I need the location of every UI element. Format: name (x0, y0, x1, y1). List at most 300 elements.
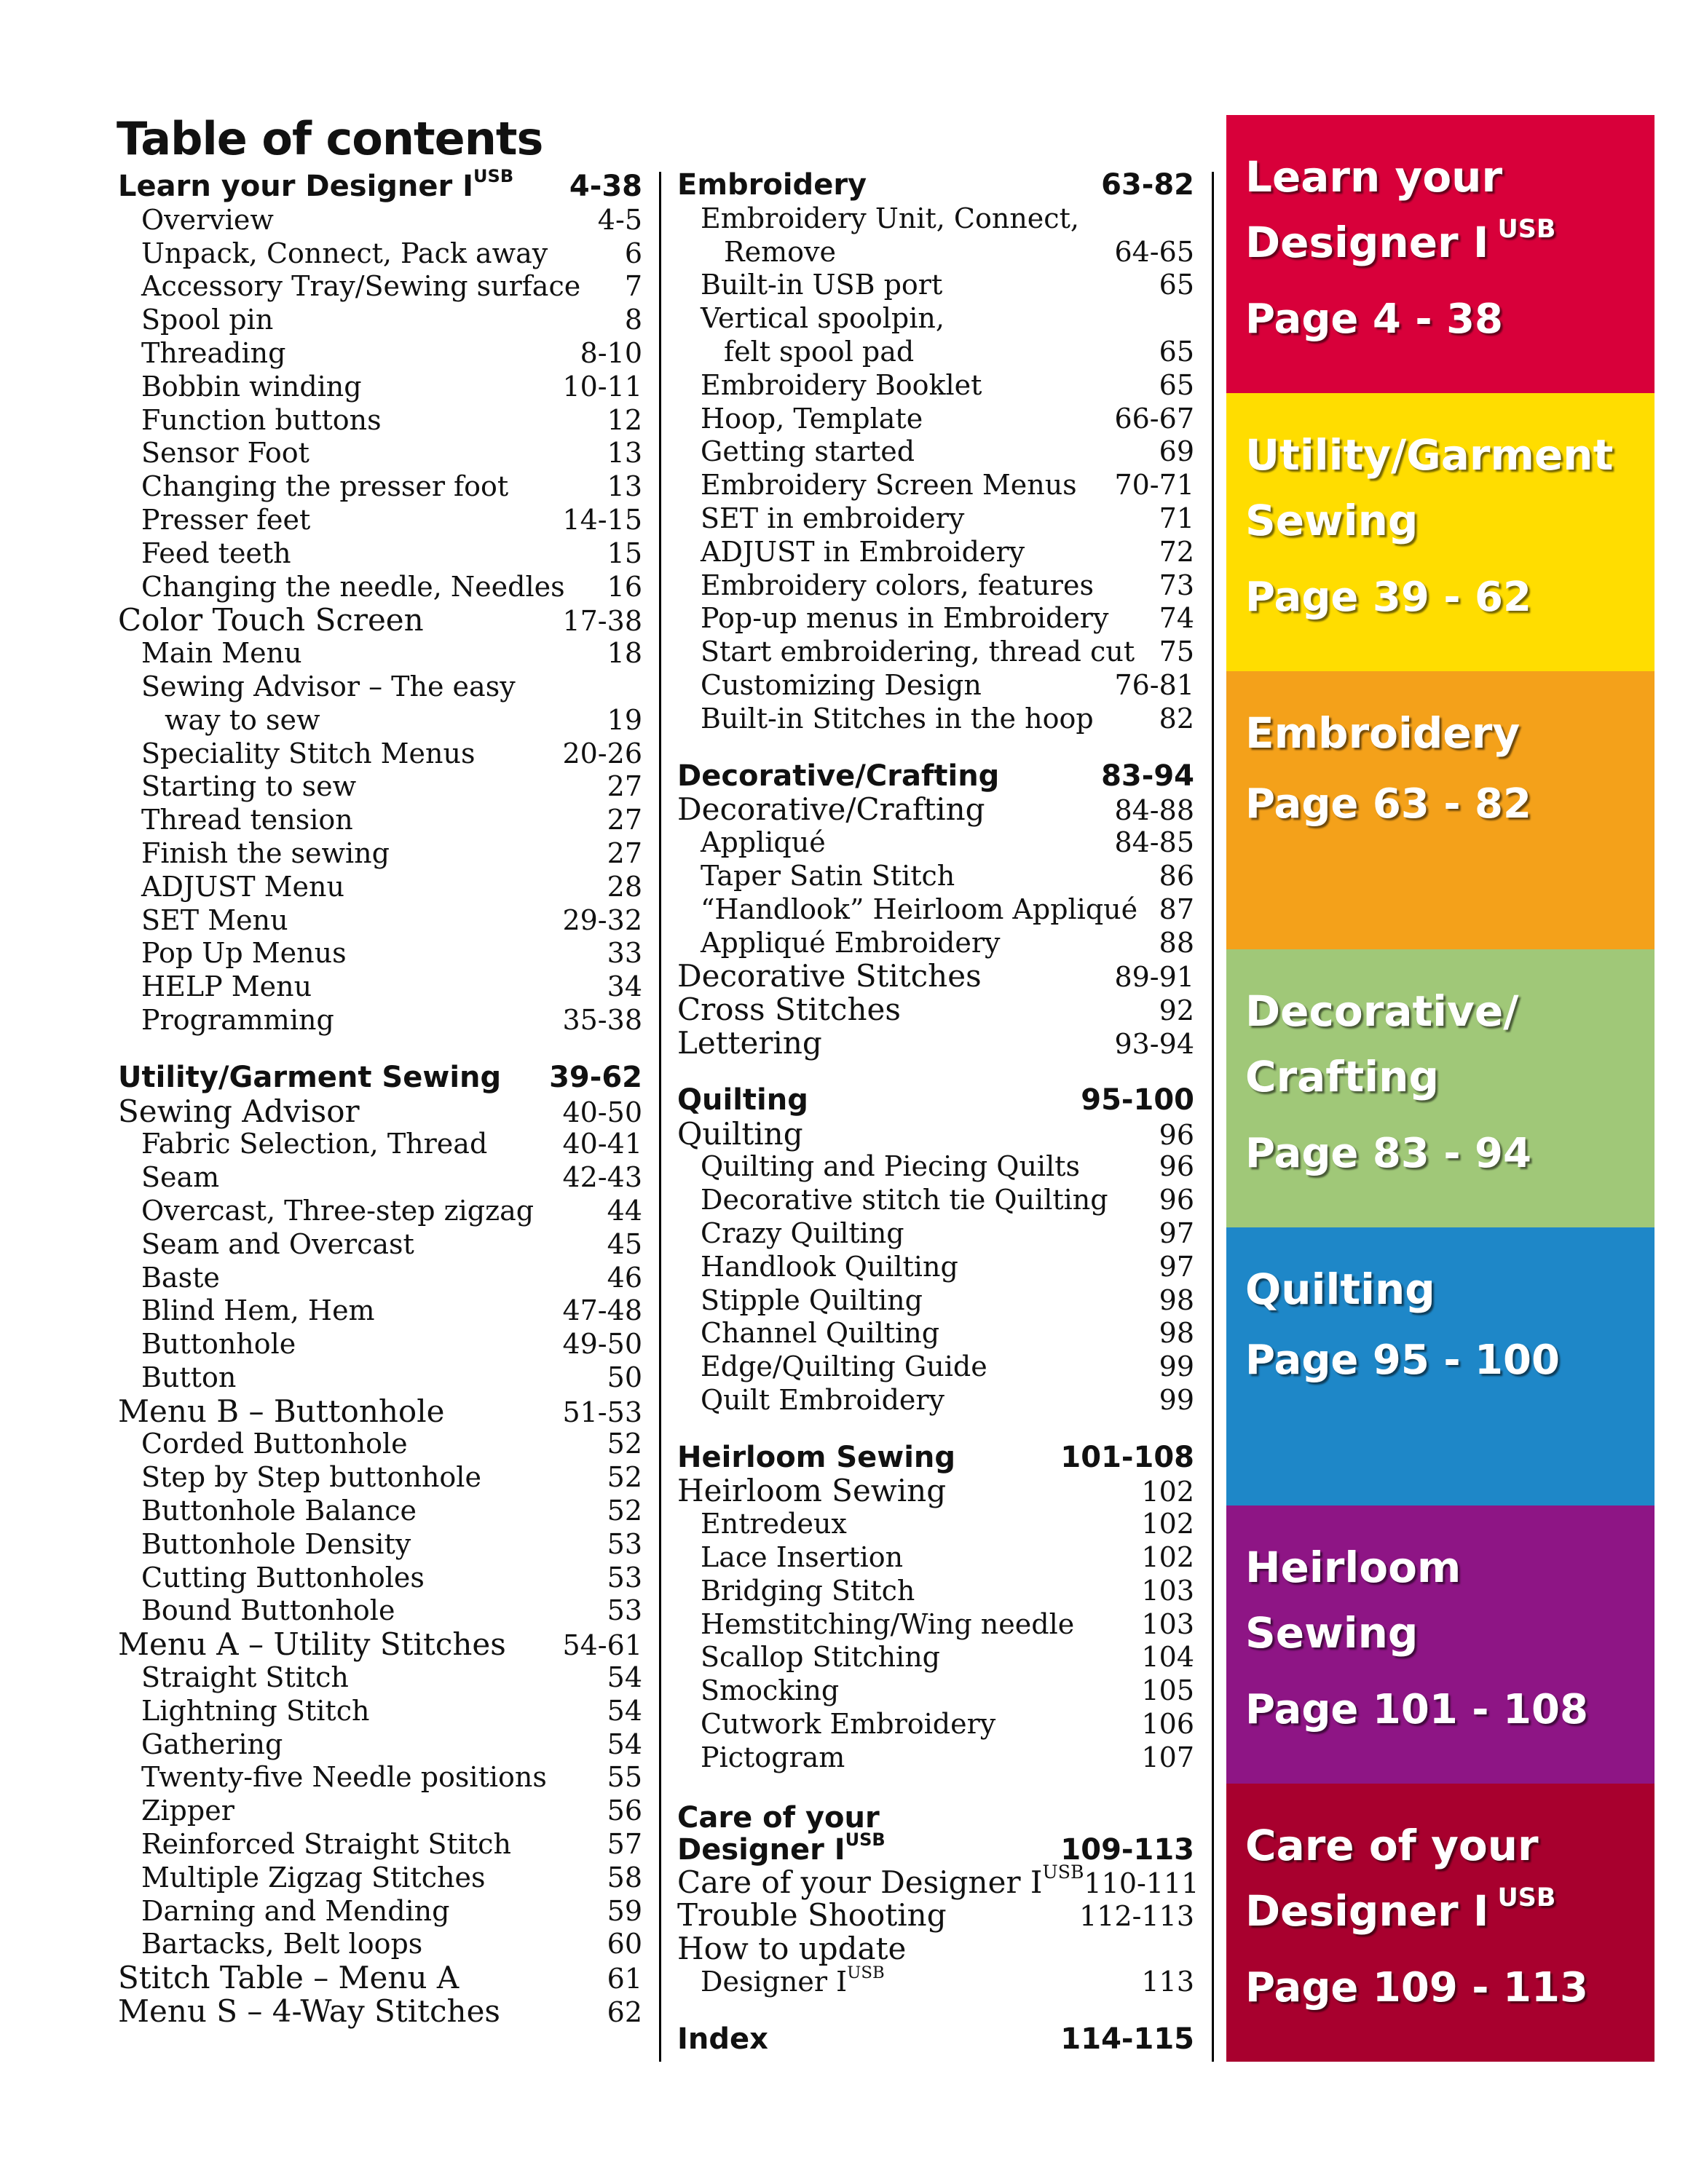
toc-entry[interactable] (118, 970, 642, 1004)
toc-entry-pages: 27 (607, 804, 642, 836)
toc-entry[interactable] (677, 1384, 1194, 1417)
toc-entry[interactable] (118, 437, 642, 470)
toc-entry-pages: 42-43 (562, 1161, 642, 1194)
toc-entry-title: Blind Hem, Hem (141, 1294, 375, 1327)
toc-entry-title: Buttonhole Balance (141, 1495, 417, 1527)
toc-entry-pages: 84-85 (1114, 826, 1194, 859)
toc-entry-pages: 4-5 (597, 203, 642, 236)
section-tab-pages: Page 109 - 113 (1245, 1964, 1588, 2011)
section-tab[interactable] (1226, 1784, 1655, 2062)
toc-column-middle (677, 168, 1199, 2057)
toc-entry-pages: 65 (1159, 269, 1194, 301)
toc-entry[interactable] (677, 1963, 1194, 1999)
toc-entry-title: Hoop, Template (701, 402, 923, 435)
section-tab-pages: Page 95 - 100 (1245, 1337, 1560, 1384)
toc-entry-pages: 98 (1159, 1283, 1194, 1316)
toc-entry[interactable] (677, 1508, 1194, 1541)
section-tab[interactable] (1226, 1506, 1655, 1784)
toc-entry-pages: 46 (607, 1261, 642, 1294)
toc-entry[interactable] (118, 1594, 642, 1628)
toc-entry-title: Cross Stitches (677, 992, 901, 1028)
toc-entry-title: Learn your Designer $I^{USB}$ (118, 165, 514, 203)
toc-entry-title: Buttonhole (141, 1328, 296, 1361)
toc-entry-title: Appliqué Embroidery (701, 926, 1001, 959)
section-tab-title: Learn your (1245, 152, 1503, 202)
toc-entry-title: Handlook Quilting (701, 1250, 958, 1283)
toc-entry[interactable] (118, 1495, 642, 1528)
section-heading[interactable] (677, 1084, 1194, 1117)
toc-entry-title: Main Menu (141, 637, 302, 670)
toc-entry-title: Bobbin winding (141, 370, 362, 403)
toc-entry-title: Twenty-five Needle positions (141, 1761, 547, 1794)
toc-entry-title: Bartacks, Belt loops (141, 1928, 423, 1961)
toc-entry-title: Vertical spoolpin, (701, 302, 944, 335)
toc-entry[interactable] (118, 937, 642, 970)
toc-entry-title: Darning and Mending (141, 1894, 450, 1927)
toc-entry[interactable] (677, 1217, 1194, 1251)
toc-entry[interactable] (118, 1228, 642, 1262)
toc-entry-title: Crazy Quilting (701, 1216, 904, 1249)
toc-entry[interactable] (677, 1117, 1194, 1151)
toc-entry-pages: 102 (1141, 1476, 1194, 1508)
toc-entry[interactable] (118, 1428, 642, 1461)
toc-entry-title: Smocking (701, 1674, 840, 1707)
toc-entry-pages: 40-41 (562, 1128, 642, 1160)
toc-entry-pages: 17-38 (562, 605, 642, 638)
toc-entry-title: Customizing Design (701, 668, 982, 701)
toc-entry-pages: 53 (607, 1527, 642, 1560)
section-tab-title: Decorative/ (1245, 986, 1519, 1036)
toc-entry-title: Channel Quilting (701, 1317, 940, 1350)
section-tab-title: Embroidery (1245, 708, 1521, 758)
section-tab-pages: Page 83 - 94 (1245, 1130, 1531, 1177)
section-gap (677, 1060, 1194, 1084)
toc-entry[interactable] (677, 636, 1194, 669)
toc-entry-pages: 29-32 (562, 903, 642, 936)
toc-entry-pages: 107 (1141, 1741, 1194, 1773)
toc-entry-pages: 106 (1141, 1708, 1194, 1741)
toc-entry[interactable] (677, 793, 1194, 826)
section-heading[interactable] (677, 760, 1194, 794)
section-tab[interactable] (1226, 115, 1655, 393)
toc-entry-title: Menu S – 4-Way Stitches (118, 1993, 500, 2030)
toc-entry[interactable] (118, 704, 642, 737)
toc-entry-pages: 53 (607, 1561, 642, 1594)
toc-entry-pages: 74 (1159, 602, 1194, 635)
toc-entry-pages: 73 (1159, 569, 1194, 601)
section-tab-title: Designer I $^{USB}$ (1245, 214, 1556, 267)
usb-superscript: USB (473, 165, 514, 186)
toc-entry-pages: 8-10 (580, 336, 642, 369)
toc-entry-title: Accessory Tray/Sewing surface (141, 270, 581, 303)
toc-entry[interactable] (118, 1928, 642, 1961)
toc-entry[interactable] (118, 1395, 642, 1428)
toc-entry[interactable] (677, 1350, 1194, 1384)
toc-entry[interactable] (118, 1328, 642, 1361)
toc-entry-pages: 4-38 (569, 170, 642, 203)
toc-entry-title: Corded Buttonhole (141, 1428, 408, 1460)
toc-entry[interactable] (118, 871, 642, 904)
toc-entry-pages: 54 (607, 1661, 642, 1694)
section-heading[interactable] (677, 2023, 1194, 2057)
toc-entry[interactable] (118, 1262, 642, 1295)
toc-entry-pages: 84-88 (1114, 794, 1194, 827)
toc-entry-pages: 82 (1159, 702, 1194, 735)
toc-entry[interactable] (118, 804, 642, 837)
toc-entry-pages: 104 (1141, 1641, 1194, 1674)
toc-entry[interactable] (677, 993, 1194, 1026)
toc-entry[interactable] (677, 269, 1194, 302)
toc-entry-pages: 53 (607, 1594, 642, 1627)
toc-entry-title: Designer $I^{USB}$ (701, 1963, 885, 1998)
section-tab-title: Designer I $^{USB}$ (1245, 1883, 1556, 1936)
toc-entry-pages: 6 (624, 237, 642, 269)
toc-entry-title: How to update (677, 1931, 907, 1967)
toc-entry[interactable] (118, 1861, 642, 1895)
toc-entry-title: Embroidery Booklet (701, 368, 982, 401)
toc-entry-pages: 102 (1141, 1541, 1194, 1574)
section-tab-title: Heirloom (1245, 1543, 1462, 1592)
toc-entry[interactable] (677, 1608, 1194, 1642)
toc-entry[interactable] (677, 860, 1194, 893)
toc-entry[interactable] (677, 569, 1194, 603)
usb-superscript: USB (1488, 1883, 1556, 1912)
section-tab-pages: Page 39 - 62 (1245, 574, 1531, 621)
section-tab-title: Utility/Garment (1245, 430, 1614, 480)
toc-entry-title: Built-in USB port (701, 269, 943, 301)
toc-entry[interactable] (677, 1932, 1194, 1966)
toc-entry-title: Overview (141, 203, 274, 236)
toc-entry[interactable] (677, 826, 1194, 860)
toc-entry-pages: 10-11 (562, 370, 642, 403)
section-heading[interactable] (677, 1441, 1194, 1475)
toc-entry[interactable] (118, 670, 642, 704)
toc-entry-title: Finish the sewing (141, 836, 390, 869)
section-tab[interactable] (1226, 671, 1655, 949)
toc-entry[interactable] (677, 469, 1194, 502)
toc-entry-title: ADJUST in Embroidery (701, 535, 1025, 568)
toc-entry-title: Decorative/Crafting (677, 759, 1000, 793)
toc-entry-pages: 18 (607, 637, 642, 670)
toc-entry-title: ADJUST Menu (141, 870, 344, 903)
toc-entry[interactable] (677, 1641, 1194, 1674)
toc-entry-title: Taper Satin Stitch (701, 859, 955, 892)
toc-entry[interactable] (677, 602, 1194, 636)
toc-entry[interactable] (118, 404, 642, 438)
toc-entry-title: Pop Up Menus (141, 937, 347, 970)
toc-entry-title: Seam and Overcast (141, 1227, 414, 1260)
toc-entry[interactable] (118, 1795, 642, 1828)
toc-entry[interactable] (677, 703, 1194, 736)
section-heading[interactable] (677, 1799, 1194, 1866)
toc-entry-title: Zipper (141, 1795, 234, 1827)
toc-entry-title: Spool pin (141, 304, 274, 336)
toc-entry-title: Lightning Stitch (141, 1694, 370, 1727)
toc-entry-title: Embroidery Screen Menus (701, 469, 1077, 502)
toc-entry[interactable] (677, 1674, 1194, 1708)
toc-entry[interactable] (677, 960, 1194, 993)
toc-entry-pages: 28 (607, 870, 642, 903)
toc-entry-pages: 101-108 (1060, 1440, 1194, 1474)
toc-entry-title: Speciality Stitch Menus (141, 737, 476, 769)
toc-entry[interactable] (118, 1695, 642, 1728)
column-divider-right (1212, 172, 1214, 2062)
toc-entry[interactable] (118, 204, 642, 237)
toc-entry[interactable] (118, 1004, 642, 1037)
toc-entry-pages: 58 (607, 1861, 642, 1894)
toc-entry[interactable] (677, 1150, 1194, 1184)
toc-entry-pages: 99 (1159, 1350, 1194, 1383)
section-heading[interactable] (118, 165, 642, 204)
toc-entry-title: Presser feet (141, 503, 311, 536)
section-tab[interactable] (1226, 1227, 1655, 1506)
toc-entry-pages: 13 (607, 470, 642, 503)
usb-superscript: USB (1042, 1861, 1084, 1883)
toc-entry-title: Quilting (677, 1083, 808, 1117)
toc-entry[interactable] (118, 837, 642, 871)
toc-entry[interactable] (677, 669, 1194, 703)
toc-entry-pages: 86 (1159, 859, 1194, 892)
toc-entry-pages: 96 (1159, 1184, 1194, 1216)
toc-entry[interactable] (118, 1095, 642, 1128)
toc-entry-title: Embroidery (677, 168, 867, 202)
toc-entry-pages: 61 (607, 1963, 642, 1995)
toc-entry[interactable] (677, 1708, 1194, 1741)
toc-entry[interactable] (118, 1562, 642, 1595)
toc-entry-pages: 110-111 (1084, 1867, 1199, 1899)
toc-entry-pages: 52 (607, 1495, 642, 1527)
usb-superscript: USB (845, 1829, 886, 1850)
toc-entry[interactable] (118, 1461, 642, 1495)
toc-entry[interactable] (118, 1161, 642, 1195)
toc-entry-pages: 93-94 (1114, 1027, 1194, 1060)
toc-entry-pages: 98 (1159, 1317, 1194, 1350)
toc-entry-pages: 113 (1141, 1966, 1194, 1998)
toc-entry-title: Function buttons (141, 403, 382, 436)
toc-entry-title: Decorative/Crafting (677, 791, 985, 828)
section-gap (677, 736, 1194, 760)
section-tab-pages: Page 63 - 82 (1245, 780, 1531, 828)
toc-entry-pages: 69 (1159, 435, 1194, 468)
toc-entry[interactable] (118, 1528, 642, 1562)
toc-entry-pages: 76-81 (1114, 668, 1194, 701)
section-tab[interactable] (1226, 393, 1655, 671)
section-gap (677, 1999, 1194, 2023)
toc-entry[interactable] (118, 571, 642, 604)
toc-entry-title: Embroidery Unit, Connect, (701, 202, 1079, 234)
toc-entry[interactable] (118, 1128, 642, 1161)
toc-entry[interactable] (118, 504, 642, 537)
toc-entry-title: Straight Stitch (141, 1661, 349, 1694)
toc-entry[interactable] (677, 893, 1194, 927)
toc-entry-pages: 96 (1159, 1118, 1194, 1151)
toc-entry[interactable] (677, 1317, 1194, 1350)
toc-entry-title: Heirloom Sewing (677, 1473, 947, 1509)
toc-entry[interactable] (118, 470, 642, 504)
toc-entry-pages: 14-15 (562, 503, 642, 536)
toc-entry-title: SET in embroidery (701, 502, 965, 534)
toc-entry-pages: 64-65 (1114, 235, 1194, 268)
toc-entry-pages: 50 (607, 1361, 642, 1393)
toc-entry[interactable] (677, 1861, 1199, 1900)
toc-entry-title: way to sew (165, 703, 320, 736)
toc-entry-title: HELP Menu (141, 970, 312, 1003)
toc-entry[interactable] (677, 369, 1194, 403)
toc-entry-pages: 59 (607, 1894, 642, 1927)
toc-column-left (118, 165, 642, 2030)
toc-entry-title: Lace Insertion (701, 1541, 904, 1574)
toc-entry-pages: 89-91 (1114, 961, 1194, 994)
section-heading[interactable] (118, 1061, 642, 1095)
toc-entry-pages: 52 (607, 1428, 642, 1460)
toc-entry-pages: 92 (1159, 994, 1194, 1027)
toc-entry[interactable] (118, 1961, 642, 1995)
toc-entry-title: Entredeux (701, 1508, 847, 1540)
toc-entry[interactable] (118, 904, 642, 938)
toc-entry-title: Changing the needle, Needles (141, 570, 565, 603)
toc-entry[interactable] (677, 1575, 1194, 1608)
toc-entry-title: Gathering (141, 1728, 283, 1760)
section-tab-pages: Page 4 - 38 (1245, 296, 1504, 343)
toc-entry[interactable] (677, 1741, 1194, 1775)
toc-entry-pages: 44 (607, 1194, 642, 1227)
toc-entry-pages: 103 (1141, 1607, 1194, 1640)
toc-entry-title: Multiple Zigzag Stitches (141, 1861, 486, 1894)
toc-entry[interactable] (118, 337, 642, 371)
toc-entry[interactable] (118, 237, 642, 271)
toc-entry-title: Pop-up menus in Embroidery (701, 602, 1109, 635)
toc-entry[interactable] (118, 304, 642, 337)
toc-entry-pages: 12 (607, 403, 642, 436)
toc-entry-title: Buttonhole Density (141, 1527, 411, 1560)
toc-entry-pages: 65 (1159, 335, 1194, 368)
toc-entry-pages: 95-100 (1081, 1083, 1194, 1117)
toc-entry[interactable] (118, 270, 642, 304)
toc-entry-pages: 19 (607, 703, 642, 736)
toc-entry[interactable] (677, 1251, 1194, 1284)
toc-entry-pages: 71 (1159, 502, 1194, 534)
toc-entry[interactable] (677, 1474, 1194, 1508)
toc-entry[interactable] (118, 1628, 642, 1661)
toc-entry-title: Feed teeth (141, 537, 291, 569)
toc-entry[interactable] (677, 1899, 1194, 1932)
toc-entry-title: Overcast, Three-step zigzag (141, 1194, 535, 1227)
toc-entry-title: Decorative stitch tie Quilting (701, 1184, 1108, 1216)
toc-entry-pages: 63-82 (1101, 168, 1194, 202)
section-gap (677, 1775, 1194, 1799)
toc-entry-pages: 88 (1159, 926, 1194, 959)
toc-entry[interactable] (118, 1995, 642, 2028)
section-tab-title: Crafting (1245, 1052, 1439, 1101)
toc-entry-pages: 70-71 (1114, 469, 1194, 502)
toc-entry[interactable] (118, 1828, 642, 1861)
toc-entry-pages: 72 (1159, 535, 1194, 568)
toc-entry-pages: 97 (1159, 1216, 1194, 1249)
toc-entry[interactable] (118, 1761, 642, 1795)
toc-entry-pages: 15 (607, 537, 642, 569)
toc-entry-title: Stipple Quilting (701, 1283, 923, 1316)
toc-entry-title: Bridging Stitch (701, 1574, 915, 1607)
toc-entry[interactable] (677, 302, 1194, 336)
toc-entry[interactable] (118, 1294, 642, 1328)
toc-entry-pages: 96 (1159, 1150, 1194, 1183)
toc-entry-title: Cutwork Embroidery (701, 1708, 996, 1741)
toc-entry[interactable] (118, 1728, 642, 1762)
section-heading[interactable] (677, 169, 1194, 202)
toc-entry[interactable] (118, 1361, 642, 1395)
toc-entry[interactable] (677, 1026, 1194, 1060)
toc-entry-title: Menu A – Utility Stitches (118, 1626, 506, 1663)
toc-entry-title: Programming (141, 1003, 334, 1036)
toc-entry-title: Remove (724, 235, 836, 268)
section-tab[interactable] (1226, 949, 1655, 1227)
section-gap (118, 1037, 642, 1061)
toc-entry[interactable] (118, 770, 642, 804)
toc-entry-pages: 75 (1159, 636, 1194, 668)
toc-entry-title: Reinforced Straight Stitch (141, 1828, 511, 1861)
toc-entry-pages: 13 (607, 437, 642, 470)
toc-entry-title: Heirloom Sewing (677, 1440, 956, 1474)
toc-entry-title: Menu B – Buttonhole (118, 1393, 445, 1429)
toc-entry-pages: 97 (1159, 1250, 1194, 1283)
toc-entry[interactable] (677, 1541, 1194, 1575)
toc-entry-title: Scallop Stitching (701, 1641, 940, 1674)
toc-entry[interactable] (118, 604, 642, 637)
toc-entry-pages: 103 (1141, 1574, 1194, 1607)
toc-entry[interactable] (677, 536, 1194, 569)
toc-entry[interactable] (118, 1895, 642, 1928)
toc-entry-title: Sewing Advisor (118, 1093, 360, 1129)
toc-entry-title: Hemstitching/Wing needle (701, 1607, 1075, 1640)
toc-entry[interactable] (677, 435, 1194, 469)
toc-entry[interactable] (677, 336, 1194, 369)
toc-entry-title: Threading (141, 336, 286, 369)
toc-entry-pages: 109-113 (1060, 1832, 1194, 1867)
toc-entry-title: “Handlook” Heirloom Appliqué (701, 893, 1138, 925)
toc-entry[interactable] (677, 1284, 1194, 1318)
toc-entry[interactable] (677, 403, 1194, 436)
toc-entry[interactable] (677, 236, 1194, 269)
toc-entry[interactable] (118, 371, 642, 404)
toc-entry-title: Quilt Embroidery (701, 1383, 945, 1416)
toc-entry[interactable] (677, 502, 1194, 536)
toc-entry-pages: 87 (1159, 893, 1194, 925)
toc-entry[interactable] (118, 1661, 642, 1695)
toc-entry-title: Embroidery colors, features (701, 569, 1094, 601)
toc-entry-pages: 16 (607, 570, 642, 603)
toc-entry-pages: 8 (624, 304, 642, 336)
toc-entry-title: Lettering (677, 1024, 822, 1061)
toc-entry[interactable] (677, 202, 1194, 236)
toc-entry-pages: 33 (607, 937, 642, 970)
toc-entry-pages: 114-115 (1060, 2022, 1194, 2056)
toc-entry-title: felt spool pad (724, 335, 915, 368)
toc-entry-pages: 45 (607, 1227, 642, 1260)
toc-entry-pages: 7 (624, 270, 642, 303)
toc-entry-title: Edge/Quilting Guide (701, 1350, 987, 1383)
toc-entry[interactable] (118, 737, 642, 771)
toc-entry[interactable] (118, 537, 642, 571)
toc-entry[interactable] (677, 927, 1194, 960)
toc-entry-title: SET Menu (141, 903, 288, 936)
toc-entry-title: Starting to sew (141, 770, 357, 803)
toc-entry-title: Care of your Designer $I^{USB}$ (677, 1800, 886, 1867)
toc-entry[interactable] (677, 1184, 1194, 1217)
toc-entry[interactable] (118, 1195, 642, 1228)
toc-entry-title: Color Touch Screen (118, 602, 424, 638)
toc-entry[interactable] (118, 637, 642, 670)
toc-entry-title: Cutting Buttonholes (141, 1561, 425, 1594)
